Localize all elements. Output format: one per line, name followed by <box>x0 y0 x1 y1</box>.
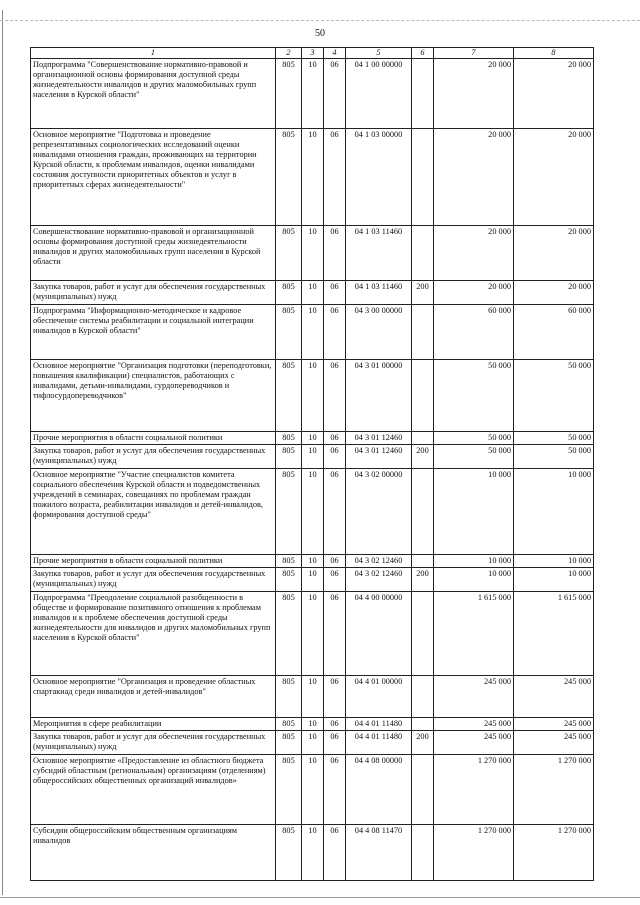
row-section-code: 10 <box>302 305 324 360</box>
row-name: Закупка товаров, работ и услуг для обеспечения государственных (муниципальных) нужд <box>31 730 276 754</box>
row-name: Основное мероприятие "Организация и проведение областных спартакиад среди инвалидов и детей-инвалидов" <box>31 675 276 717</box>
row-section-code: 10 <box>302 754 324 824</box>
row-section-code: 10 <box>302 468 324 554</box>
row-amount-year2: 50 000 <box>514 444 594 468</box>
row-target-article: 04 4 08 11470 <box>346 824 412 880</box>
row-amount-year2: 50 000 <box>514 432 594 445</box>
row-expense-type: 200 <box>412 281 434 305</box>
row-target-article: 04 3 00 00000 <box>346 305 412 360</box>
page-left-edge <box>2 10 3 895</box>
row-expense-type <box>412 59 434 129</box>
row-ministry-code: 805 <box>276 468 302 554</box>
row-section-code: 10 <box>302 59 324 129</box>
table-row <box>31 717 594 730</box>
row-subsection-code: 06 <box>324 468 346 554</box>
row-amount-year2: 245 000 <box>514 717 594 730</box>
table-row <box>31 554 594 567</box>
row-target-article: 04 1 03 11460 <box>346 281 412 305</box>
row-expense-type <box>412 432 434 445</box>
row-subsection-code: 06 <box>324 305 346 360</box>
row-subsection-code: 06 <box>324 59 346 129</box>
row-amount-year1: 10 000 <box>434 567 514 591</box>
row-amount-year1: 20 000 <box>434 129 514 226</box>
table-row <box>31 129 594 226</box>
column-header: 2 <box>276 48 302 59</box>
row-amount-year2: 245 000 <box>514 730 594 754</box>
row-section-code: 10 <box>302 824 324 880</box>
row-subsection-code: 06 <box>324 554 346 567</box>
row-section-code: 10 <box>302 281 324 305</box>
row-ministry-code: 805 <box>276 360 302 432</box>
row-name: Мероприятия в сфере реабилитации <box>31 717 276 730</box>
row-ministry-code: 805 <box>276 567 302 591</box>
row-name: Совершенствование нормативно-правовой и организационной основы формирования доступной среды жизнедеятельности инвалидов и других маломобильных групп населения в Курской области <box>31 226 276 281</box>
row-target-article: 04 4 01 11480 <box>346 730 412 754</box>
row-subsection-code: 06 <box>324 432 346 445</box>
row-amount-year2: 1 270 000 <box>514 824 594 880</box>
row-ministry-code: 805 <box>276 305 302 360</box>
row-subsection-code: 06 <box>324 281 346 305</box>
row-name: Подпрограмма "Преодоление социальной разобщенности в обществе и формирование позитивного отношения к проблемам инвалидов и к проблеме обеспечения доступной среды жизнедеятельности для инвалидов и других маломобильных групп населения в Курской области" <box>31 591 276 675</box>
row-amount-year1: 1 270 000 <box>434 754 514 824</box>
row-amount-year1: 50 000 <box>434 444 514 468</box>
row-section-code: 10 <box>302 554 324 567</box>
row-name: Прочие мероприятия в области социальной политики <box>31 554 276 567</box>
row-expense-type <box>412 754 434 824</box>
table-row <box>31 824 594 880</box>
row-target-article: 04 1 00 00000 <box>346 59 412 129</box>
table-row <box>31 305 594 360</box>
table-row <box>31 754 594 824</box>
column-header: 5 <box>346 48 412 59</box>
row-subsection-code: 06 <box>324 824 346 880</box>
row-amount-year2: 20 000 <box>514 129 594 226</box>
row-ministry-code: 805 <box>276 59 302 129</box>
row-ministry-code: 805 <box>276 281 302 305</box>
row-target-article: 04 3 01 12460 <box>346 444 412 468</box>
row-section-code: 10 <box>302 730 324 754</box>
row-name: Закупка товаров, работ и услуг для обеспечения государственных (муниципальных) нужд <box>31 281 276 305</box>
row-amount-year2: 10 000 <box>514 554 594 567</box>
row-ministry-code: 805 <box>276 824 302 880</box>
row-expense-type <box>412 824 434 880</box>
row-subsection-code: 06 <box>324 754 346 824</box>
row-target-article: 04 3 01 00000 <box>346 360 412 432</box>
row-ministry-code: 805 <box>276 432 302 445</box>
column-header: 3 <box>302 48 324 59</box>
row-amount-year1: 20 000 <box>434 226 514 281</box>
row-subsection-code: 06 <box>324 129 346 226</box>
row-amount-year1: 245 000 <box>434 675 514 717</box>
table-row <box>31 226 594 281</box>
row-section-code: 10 <box>302 226 324 281</box>
table-row <box>31 59 594 129</box>
row-subsection-code: 06 <box>324 226 346 281</box>
table-row <box>31 675 594 717</box>
row-expense-type <box>412 468 434 554</box>
column-header: 6 <box>412 48 434 59</box>
page-number: 50 <box>315 28 325 39</box>
row-expense-type <box>412 226 434 281</box>
row-section-code: 10 <box>302 129 324 226</box>
row-ministry-code: 805 <box>276 444 302 468</box>
row-expense-type <box>412 305 434 360</box>
row-target-article: 04 3 02 00000 <box>346 468 412 554</box>
row-expense-type <box>412 129 434 226</box>
row-subsection-code: 06 <box>324 444 346 468</box>
table-row <box>31 591 594 675</box>
row-subsection-code: 06 <box>324 360 346 432</box>
row-expense-type: 200 <box>412 567 434 591</box>
row-amount-year1: 50 000 <box>434 360 514 432</box>
row-amount-year2: 20 000 <box>514 226 594 281</box>
row-ministry-code: 805 <box>276 675 302 717</box>
row-amount-year1: 1 615 000 <box>434 591 514 675</box>
table-row <box>31 567 594 591</box>
row-ministry-code: 805 <box>276 717 302 730</box>
row-expense-type <box>412 591 434 675</box>
row-amount-year2: 10 000 <box>514 567 594 591</box>
row-name: Основное мероприятие "Подготовка и проведение репрезентативных социологических исследований оценки инвалидами отношения граждан, проживающих на территории Курской области, к проблемам инвалидов, оценки инвалидами состояния доступности приоритетных объектов и услуг в приоритетных сферах жизнедеятельности" <box>31 129 276 226</box>
row-target-article: 04 3 02 12460 <box>346 554 412 567</box>
row-name: Закупка товаров, работ и услуг для обеспечения государственных (муниципальных) нужд <box>31 567 276 591</box>
column-header: 8 <box>514 48 594 59</box>
row-amount-year2: 60 000 <box>514 305 594 360</box>
row-name: Подпрограмма "Совершенствование нормативно-правовой и организационной основы формирования доступной среды жизнедеятельности инвалидов и других маломобильных групп населения в Курской области" <box>31 59 276 129</box>
row-expense-type <box>412 675 434 717</box>
table-row <box>31 730 594 754</box>
row-subsection-code: 06 <box>324 591 346 675</box>
row-section-code: 10 <box>302 591 324 675</box>
row-target-article: 04 1 03 00000 <box>346 129 412 226</box>
row-amount-year1: 20 000 <box>434 59 514 129</box>
row-name: Субсидии общероссийским общественным организациям инвалидов <box>31 824 276 880</box>
row-amount-year1: 10 000 <box>434 554 514 567</box>
column-header: 7 <box>434 48 514 59</box>
row-section-code: 10 <box>302 432 324 445</box>
row-ministry-code: 805 <box>276 591 302 675</box>
row-amount-year2: 10 000 <box>514 468 594 554</box>
row-amount-year1: 50 000 <box>434 432 514 445</box>
row-ministry-code: 805 <box>276 226 302 281</box>
row-expense-type <box>412 554 434 567</box>
row-subsection-code: 06 <box>324 730 346 754</box>
row-subsection-code: 06 <box>324 717 346 730</box>
row-ministry-code: 805 <box>276 554 302 567</box>
table-row <box>31 468 594 554</box>
row-name: Основное мероприятие «Предоставление из областного бюджета субсидий областным (региональным) организациям (отделениям) общероссийских общественных организаций инвалидов» <box>31 754 276 824</box>
page-bottom-edge <box>0 897 640 898</box>
row-expense-type: 200 <box>412 730 434 754</box>
table-row <box>31 281 594 305</box>
row-section-code: 10 <box>302 567 324 591</box>
row-target-article: 04 1 03 11460 <box>346 226 412 281</box>
row-name: Прочие мероприятия в области социальной политики <box>31 432 276 445</box>
row-target-article: 04 3 01 12460 <box>346 432 412 445</box>
table-row <box>31 444 594 468</box>
row-section-code: 10 <box>302 717 324 730</box>
row-amount-year1: 60 000 <box>434 305 514 360</box>
row-ministry-code: 805 <box>276 129 302 226</box>
row-amount-year2: 1 270 000 <box>514 754 594 824</box>
row-amount-year1: 1 270 000 <box>434 824 514 880</box>
row-subsection-code: 06 <box>324 567 346 591</box>
row-section-code: 10 <box>302 360 324 432</box>
row-name: Закупка товаров, работ и услуг для обеспечения государственных (муниципальных) нужд <box>31 444 276 468</box>
column-header: 4 <box>324 48 346 59</box>
row-ministry-code: 805 <box>276 754 302 824</box>
row-amount-year2: 245 000 <box>514 675 594 717</box>
row-amount-year1: 245 000 <box>434 730 514 754</box>
row-target-article: 04 3 02 12460 <box>346 567 412 591</box>
row-amount-year2: 20 000 <box>514 59 594 129</box>
row-amount-year1: 10 000 <box>434 468 514 554</box>
row-name: Подпрограмма "Информационно-методическое и кадровое обеспечение системы реабилитации и социальной интеграции инвалидов в Курской области" <box>31 305 276 360</box>
row-amount-year2: 50 000 <box>514 360 594 432</box>
row-section-code: 10 <box>302 444 324 468</box>
column-header: 1 <box>31 48 276 59</box>
row-subsection-code: 06 <box>324 675 346 717</box>
row-name: Основное мероприятие "Участие специалистов комитета социального обеспечения Курской области и подведомственных учреждений в семинарах, совещаниях по проблемам граждан пожилого возраста, реабилитации инвалидов и детей-инвалидов, формирования доступной среды" <box>31 468 276 554</box>
row-name: Основное мероприятие "Организация подготовки (переподготовки, повышения квалификации) специалистов, работающих с инвалидами, детьми-инвалидами, сурдопереводчиков и тифлосурдопереводчиков" <box>31 360 276 432</box>
row-expense-type <box>412 717 434 730</box>
column-number-row <box>31 48 594 59</box>
row-amount-year1: 20 000 <box>434 281 514 305</box>
row-ministry-code: 805 <box>276 730 302 754</box>
row-amount-year2: 20 000 <box>514 281 594 305</box>
row-expense-type: 200 <box>412 444 434 468</box>
row-amount-year1: 245 000 <box>434 717 514 730</box>
row-amount-year2: 1 615 000 <box>514 591 594 675</box>
row-target-article: 04 4 01 11480 <box>346 717 412 730</box>
row-section-code: 10 <box>302 675 324 717</box>
table-row <box>31 432 594 445</box>
page-top-divider <box>0 20 640 21</box>
table-row <box>31 360 594 432</box>
budget-table <box>30 47 594 881</box>
row-target-article: 04 4 01 00000 <box>346 675 412 717</box>
row-expense-type <box>412 360 434 432</box>
row-target-article: 04 4 08 00000 <box>346 754 412 824</box>
row-target-article: 04 4 00 00000 <box>346 591 412 675</box>
